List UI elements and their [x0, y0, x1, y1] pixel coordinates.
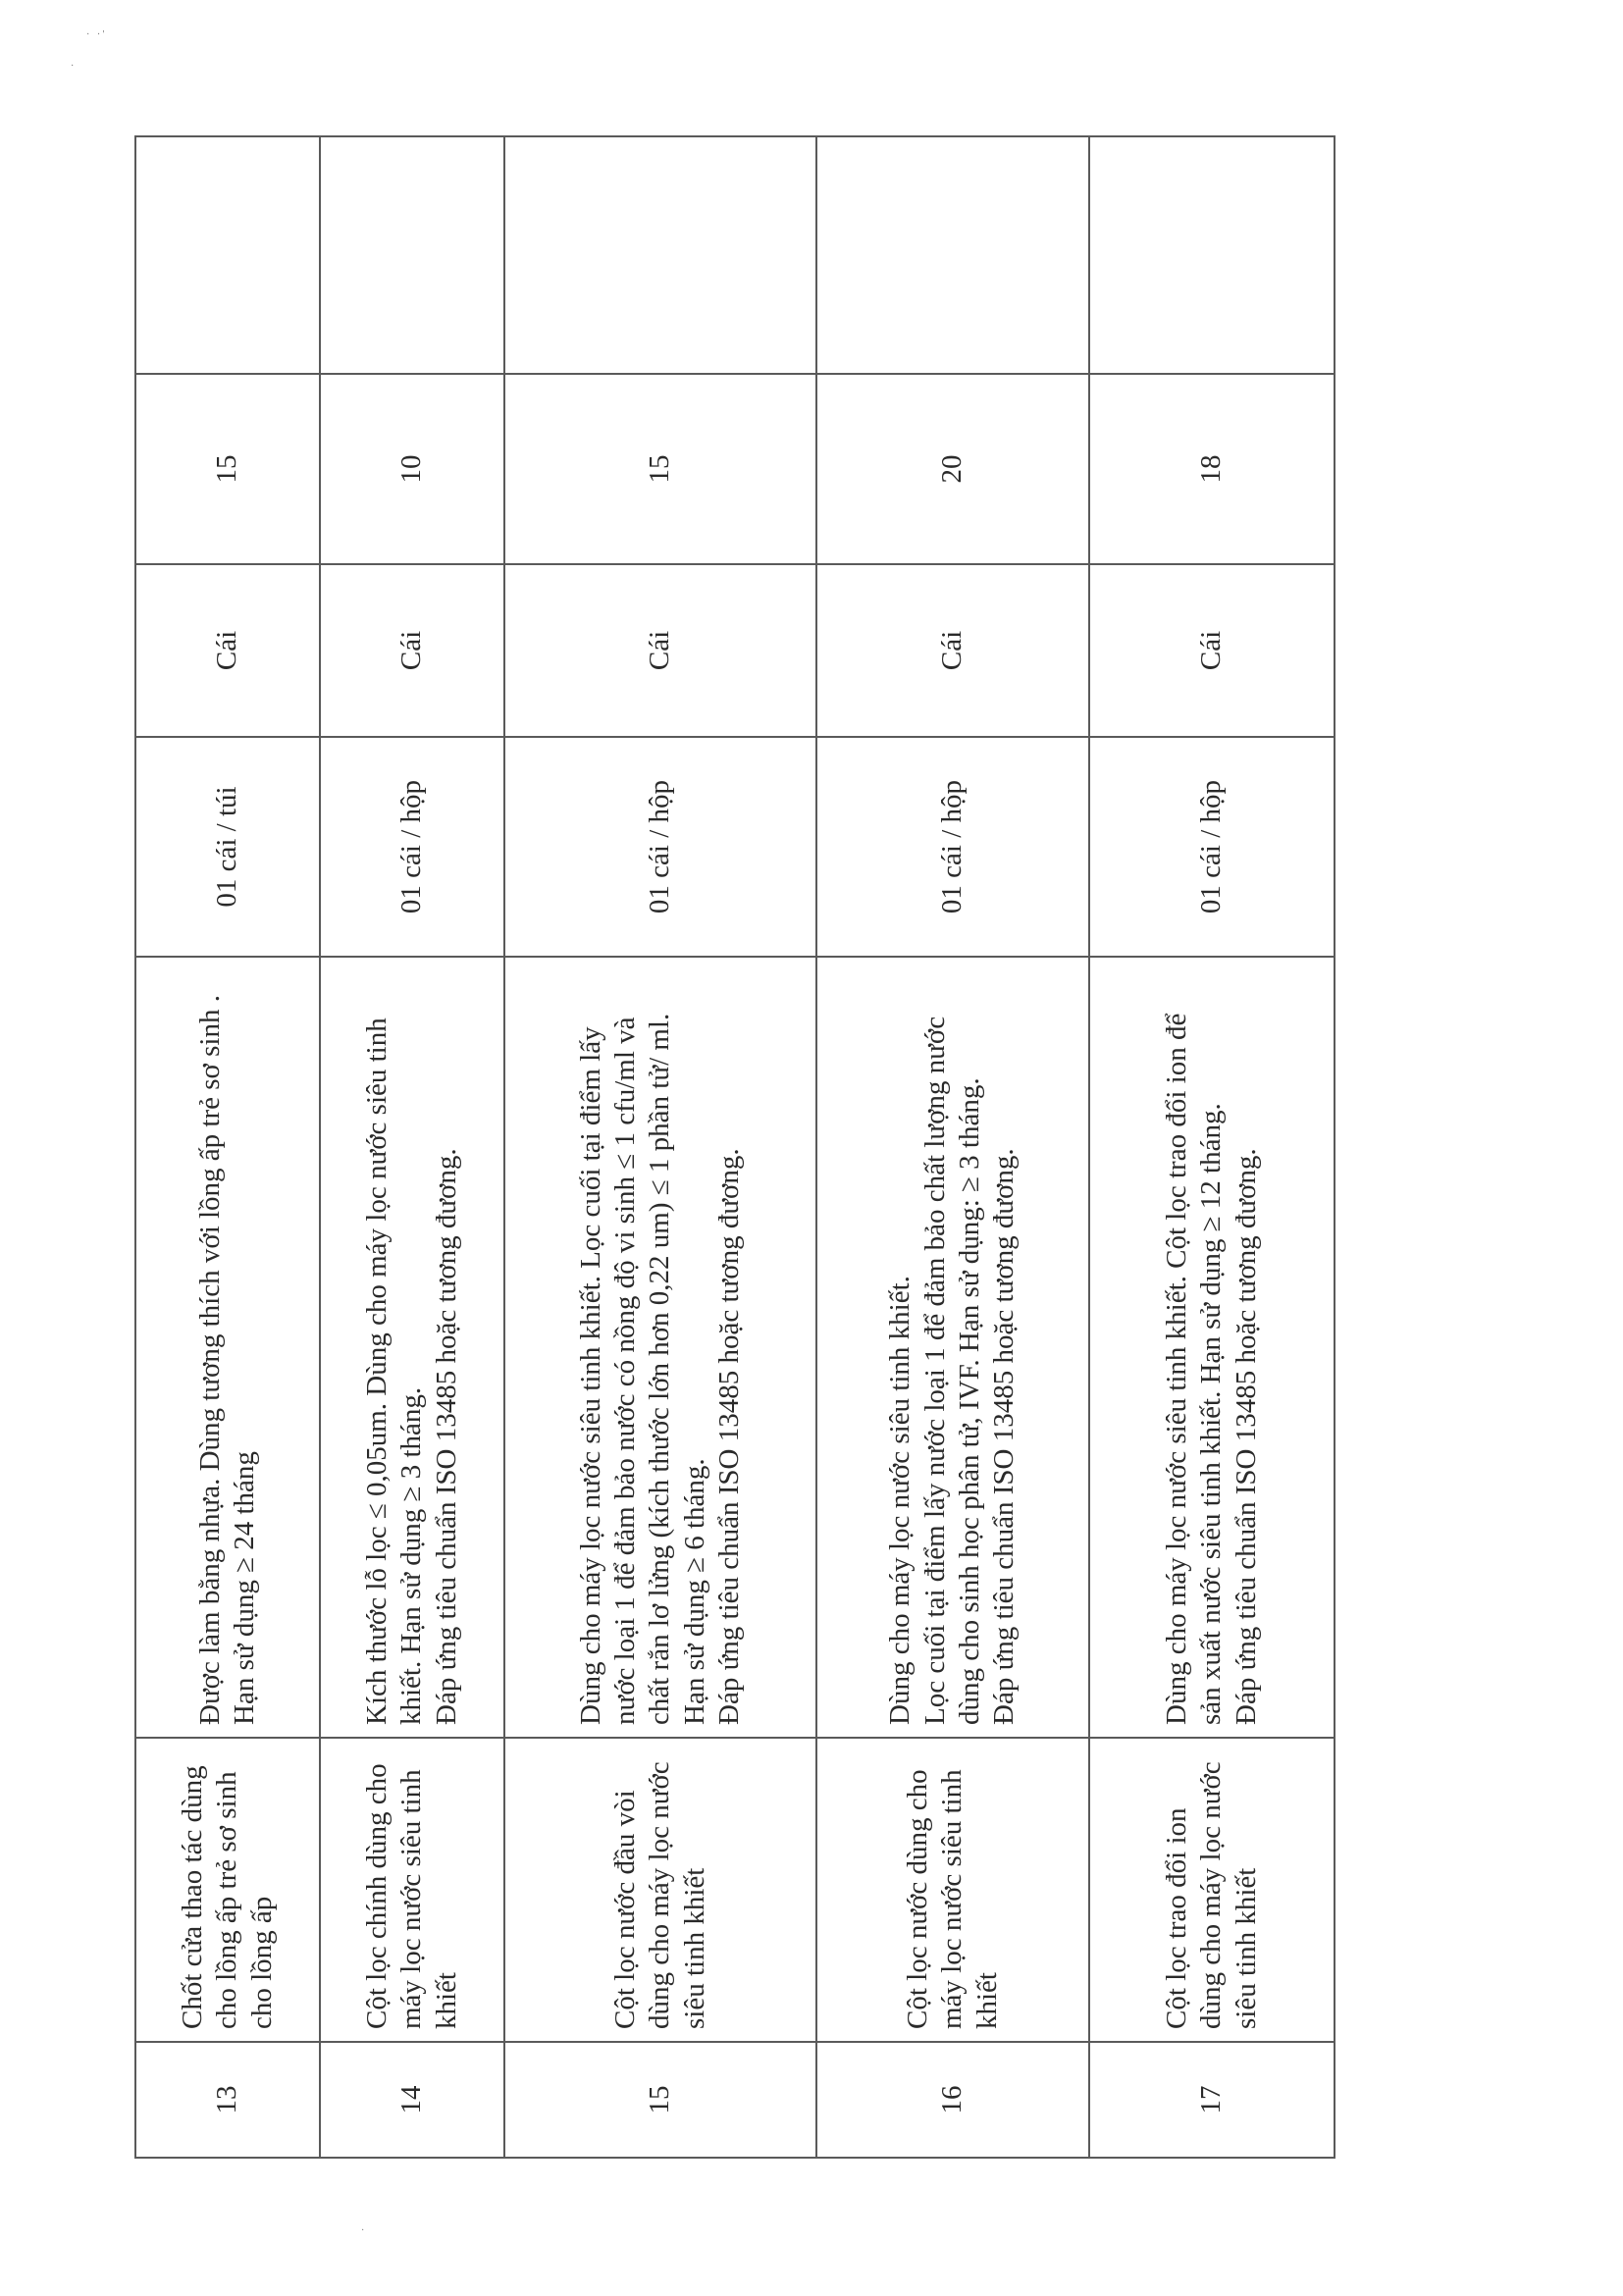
row-note — [1089, 136, 1335, 374]
row-note — [320, 136, 504, 374]
row-packing: 01 cái / túi — [135, 737, 320, 957]
row-unit: Cái — [320, 564, 504, 737]
scan-speck: · — [361, 2225, 365, 2236]
scan-speck: · · ' — [86, 29, 105, 40]
spec-line: Dùng cho máy lọc nước siêu tinh khiết. Cột lọc trao đổi ion để sản xuất nước siêu tinh khiết. Hạn sử dụng ≥ 12 tháng. — [1160, 1013, 1228, 1725]
spec-line: Đáp ứng tiêu chuẩn ISO 13485 hoặc tương đương. — [1230, 1148, 1262, 1725]
row-item-name: Cột lọc chính dùng cho máy lọc nước siêu tinh khiết — [320, 1738, 504, 2042]
row-stt: 13 — [135, 2042, 320, 2158]
spec-line: Đáp ứng tiêu chuẩn ISO 13485 hoặc tương đương. — [430, 1148, 462, 1725]
row-quantity: 15 — [504, 374, 816, 564]
row-stt: 15 — [504, 2042, 816, 2158]
row-unit: Cái — [1089, 564, 1335, 737]
row-specification — [1089, 957, 1335, 1738]
row-specification — [816, 957, 1089, 1738]
table-row — [320, 136, 504, 2158]
row-stt: 14 — [320, 2042, 504, 2158]
scan-speck: · — [71, 61, 75, 72]
row-quantity: 10 — [320, 374, 504, 564]
row-item-name: Cột lọc nước dùng cho máy lọc nước siêu tinh khiết — [816, 1738, 1089, 2042]
row-specification — [135, 957, 320, 1738]
table-row — [816, 136, 1089, 2158]
row-specification — [320, 957, 504, 1738]
row-stt: 17 — [1089, 2042, 1335, 2158]
spec-line: Đáp ứng tiêu chuẩn ISO 13485 hoặc tương đương. — [713, 1148, 746, 1725]
row-quantity: 15 — [135, 374, 320, 564]
row-packing: 01 cái / hộp — [816, 737, 1089, 957]
spec-line: Dùng cho máy lọc nước siêu tinh khiết. — [884, 1276, 916, 1725]
spec-line: Đáp ứng tiêu chuẩn ISO 13485 hoặc tương đương. — [988, 1148, 1021, 1725]
row-packing: 01 cái / hộp — [1089, 737, 1335, 957]
row-packing: 01 cái / hộp — [320, 737, 504, 957]
table-row — [504, 136, 816, 2158]
row-item-name: Cột lọc nước đầu vòi dùng cho máy lọc nước siêu tinh khiết — [504, 1738, 816, 2042]
spec-line: Lọc cuối tại điểm lấy nước loại 1 để đảm bảo chất lượng nước dùng cho sinh học phân tử, IVF. Hạn sử dụng: ≥ 3 tháng. — [918, 1016, 985, 1725]
row-unit: Cái — [816, 564, 1089, 737]
row-note — [135, 136, 320, 374]
spec-line: Được làm bằng nhựa. Dùng tương thích với lồng ấp trẻ sơ sinh . Hạn sử dụng ≥ 24 tháng — [193, 995, 260, 1725]
row-quantity: 18 — [1089, 374, 1335, 564]
row-unit: Cái — [135, 564, 320, 737]
spec-line: Kích thước lỗ lọc ≤ 0,05um. Dùng cho máy lọc nước siêu tinh khiết. Hạn sử dụng ≥ 3 tháng. — [360, 1018, 428, 1725]
row-specification — [504, 957, 816, 1738]
row-note — [816, 136, 1089, 374]
row-note — [504, 136, 816, 374]
rotated-table-wrapper — [134, 137, 1334, 2159]
equipment-table — [134, 135, 1335, 2159]
row-quantity: 20 — [816, 374, 1089, 564]
row-item-name: Cột lọc trao đổi ion dùng cho máy lọc nước siêu tinh khiết — [1089, 1738, 1335, 2042]
row-packing: 01 cái / hộp — [504, 737, 816, 957]
spec-line: Dùng cho máy lọc nước siêu tinh khiết. Lọc cuối tại điểm lấy nước loại 1 để đảm bảo nước có nồng độ vi sinh ≤ 1 cfu/ml và chất rắn lơ lửng (kích thước lớn hơn 0,22 um) ≤ 1 phần tử/ ml. Hạn sử dụng ≥ 6 tháng. — [574, 1013, 710, 1725]
table-row — [135, 136, 320, 2158]
table-row — [1089, 136, 1335, 2158]
row-unit: Cái — [504, 564, 816, 737]
row-item-name: Chốt cửa thao tác dùng cho lồng ấp trẻ sơ sinh cho lồng ấp — [135, 1738, 320, 2042]
row-stt: 16 — [816, 2042, 1089, 2158]
